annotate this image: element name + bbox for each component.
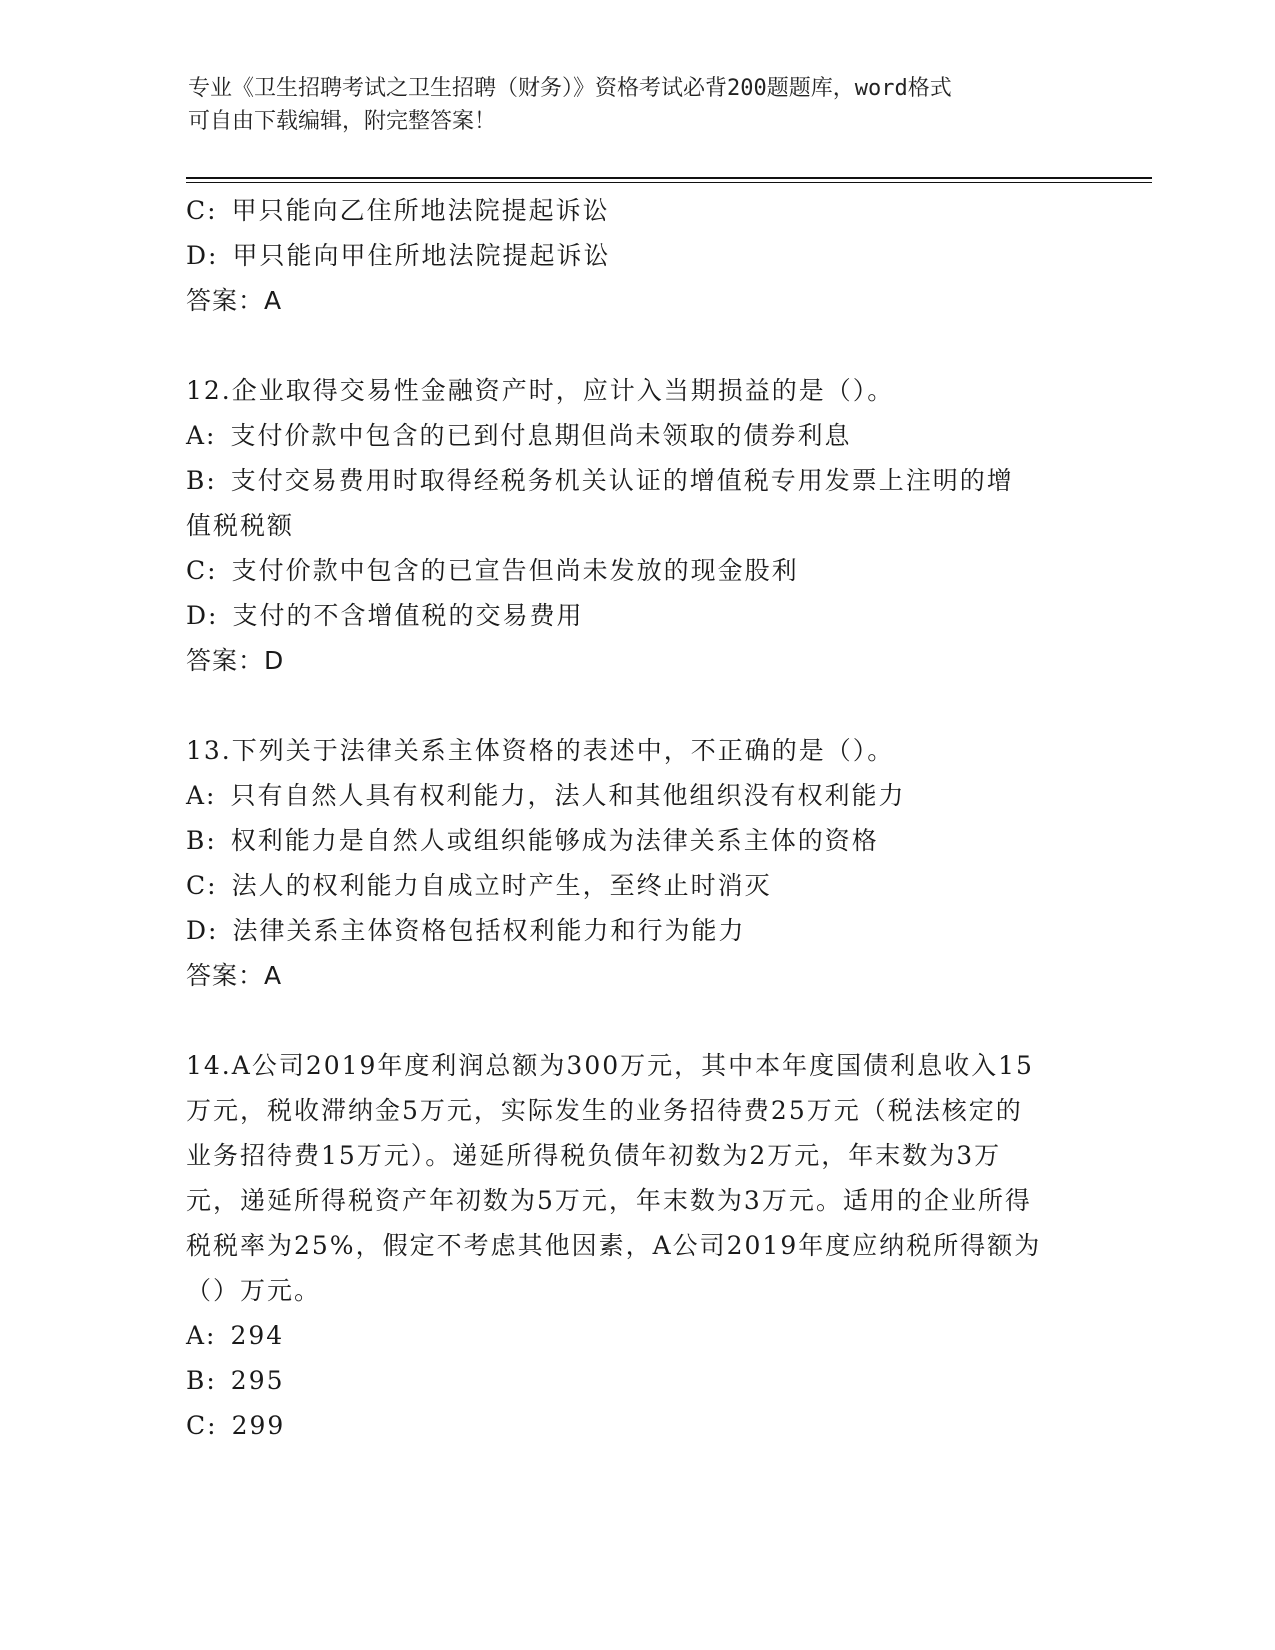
header-line-2: 可自由下载编辑，附完整答案！ bbox=[188, 109, 497, 134]
option-text: 权利能力是自然人或组织能够成为法律关系主体的资格 bbox=[230, 826, 879, 855]
option-a bbox=[186, 413, 1086, 458]
question-stem: 12.企业取得交易性金融资产时，应计入当期损益的是（）。 bbox=[186, 376, 895, 405]
option-text: 甲只能向甲住所地法院提起诉讼 bbox=[232, 241, 611, 270]
option-c bbox=[186, 188, 1086, 233]
option-text: 甲只能向乙住所地法院提起诉讼 bbox=[231, 196, 610, 225]
option-b bbox=[186, 458, 1036, 548]
option-text: 299 bbox=[231, 1411, 286, 1440]
option-label: A: bbox=[186, 781, 217, 810]
option-c bbox=[186, 1403, 1086, 1448]
option-text: 支付价款中包含的已到付息期但尚未领取的债券利息 bbox=[230, 421, 852, 450]
option-a bbox=[186, 1313, 1086, 1358]
option-label: A: bbox=[186, 421, 217, 450]
question-11-tail bbox=[186, 188, 1086, 323]
option-label: B: bbox=[186, 466, 217, 495]
option-text: 只有自然人具有权利能力，法人和其他组织没有权利能力 bbox=[230, 781, 906, 810]
option-a bbox=[186, 773, 1086, 818]
question-14 bbox=[186, 1043, 1086, 1448]
option-label: C: bbox=[186, 871, 218, 900]
option-label: C: bbox=[186, 196, 218, 225]
option-label: B: bbox=[186, 1366, 217, 1395]
option-c bbox=[186, 548, 1086, 593]
document-header bbox=[188, 72, 1068, 138]
question-stem: 14.A公司2019年度利润总额为300万元，其中本年度国债利息收入15万元，税收滞纳金5万元，实际发生的业务招待费25万元（税法核定的业务招待费15万元）。递延所得税负债年初数为2万元，年末数为3万元，递延所得税资产年初数为5万元，年末数为3万元。适用的企业所得税税率为25%，假定不考虑其他因素，A公司2019年度应纳税所得额为（）万元。 bbox=[186, 1051, 1042, 1305]
option-label: B: bbox=[186, 826, 217, 855]
question-12 bbox=[186, 368, 1086, 683]
option-text: 支付交易费用时取得经税务机关认证的增值税专用发票上注明的增值税税额 bbox=[186, 466, 1014, 540]
header-divider-thick bbox=[186, 177, 1152, 179]
question-content bbox=[186, 188, 1086, 1448]
option-text: 支付的不含增值税的交易费用 bbox=[232, 601, 584, 630]
option-text: 法律关系主体资格包括权利能力和行为能力 bbox=[232, 916, 746, 945]
question-13 bbox=[186, 728, 1086, 998]
answer-line: 答案：A bbox=[186, 286, 283, 315]
question-stem: 13.下列关于法律关系主体资格的表述中，不正确的是（）。 bbox=[186, 736, 895, 765]
option-text: 295 bbox=[230, 1366, 285, 1395]
option-text: 法人的权利能力自成立时产生，至终止时消灭 bbox=[231, 871, 772, 900]
option-label: C: bbox=[186, 556, 218, 585]
option-label: A: bbox=[186, 1321, 217, 1350]
option-d bbox=[186, 233, 1086, 278]
option-c bbox=[186, 863, 1086, 908]
option-b bbox=[186, 818, 1086, 863]
option-text: 294 bbox=[230, 1321, 285, 1350]
header-divider-thin bbox=[186, 182, 1152, 183]
option-b bbox=[186, 1358, 1086, 1403]
option-label: D: bbox=[186, 241, 219, 270]
option-label: D: bbox=[186, 601, 219, 630]
option-text: 支付价款中包含的已宣告但尚未发放的现金股利 bbox=[231, 556, 799, 585]
answer-line: 答案：A bbox=[186, 961, 283, 990]
option-label: C: bbox=[186, 1411, 218, 1440]
answer-line: 答案：D bbox=[186, 646, 285, 675]
option-label: D: bbox=[186, 916, 219, 945]
option-d bbox=[186, 908, 1086, 953]
option-d bbox=[186, 593, 1086, 638]
header-line-1: 专业《卫生招聘考试之卫生招聘（财务）》资格考试必背200题题库，word格式 bbox=[188, 76, 952, 101]
